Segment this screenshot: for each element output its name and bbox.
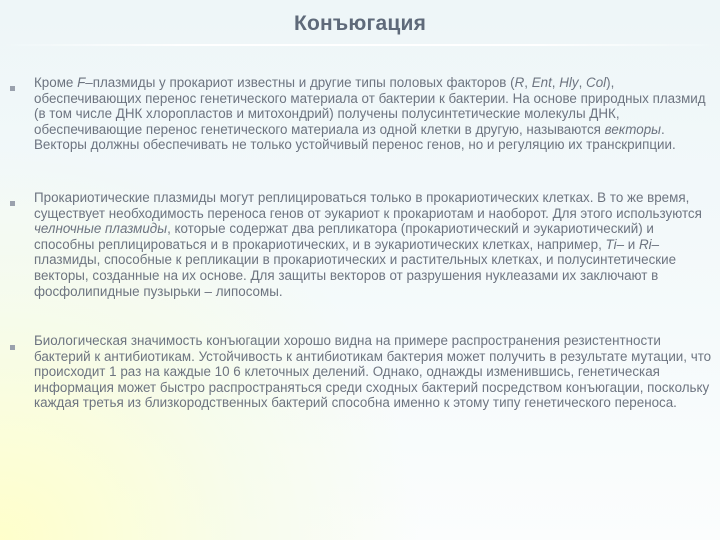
- bullet-text: [34, 333, 712, 411]
- italic-term: R: [514, 75, 525, 90]
- text-run: ,: [578, 75, 587, 90]
- bullet-square-icon: [10, 86, 15, 91]
- text-run: Биологическая значимость конъюгации хорошо видна на примере распространения резистентности бактерий к антибиотикам. Устойчивость к антибиотикам бактерия может получить в результате мутации, что происходит 1 раз на каждые 10 6 клеточных делений. Однако, однажды изменившись, генетическая информация может быстро распространяться среди сходных бактерий посредством конъюгации, поскольку каждая третья из близкородственных бактерий способна именно к этому типу генетического переноса.: [34, 333, 712, 411]
- bullet-square-icon: [10, 201, 15, 206]
- text-run: . Векторы должны обеспечивать не только устойчивый перенос генов, но и регуляцию их транскрипции.: [34, 121, 676, 153]
- italic-term: Col: [586, 75, 607, 90]
- text-run: ,: [551, 75, 560, 90]
- italic-term: Ri: [638, 236, 652, 252]
- text-run: –плазмиды у прокариот известны и другие типы половых факторов (: [85, 75, 515, 90]
- text-run: ), обеспечивающих перенос генетического материала от бактерии к бактерии. На основе природных плазмид (в том числе ДНК хлоропластов и митохондрий) получены полусинтетические молекулы ДНК, обеспечивающие перенос генетического материала из одной клетки в другую, называются: [34, 75, 706, 137]
- text-run: – и: [616, 236, 639, 252]
- italic-term: F: [77, 75, 86, 90]
- italic-term: векторы: [604, 121, 662, 137]
- text-run: Прокариотические плазмиды могут реплицироваться только в прокариотических клетках. В то же время, существует необходимость переноса генов от эукариот к прокариотам и наоборот. Для этого используются: [34, 190, 702, 221]
- italic-term: Ent: [531, 75, 552, 90]
- bullet-text: [34, 75, 712, 153]
- italic-term: Hly: [559, 75, 579, 90]
- text-run: ,: [524, 75, 532, 90]
- italic-term: челночные плазмиды: [34, 221, 168, 237]
- bullet-text: [34, 190, 712, 299]
- text-run: Кроме: [34, 75, 78, 90]
- italic-term: Ti: [605, 236, 617, 252]
- slide-title: Конъюгация: [293, 12, 427, 35]
- text-run: –плазмиды, способные к репликации в прокариотических и растительных клетках, и полусинтетические векторы, созданные на их основе. Для защиты векторов от разрушения нуклеазами их заключают в фосфолипидные пузырьки – липосомы.: [34, 236, 677, 299]
- text-run: , которые содержат два репликатора (прокариотический и эукариотический) и способны реплицироваться и в прокариотических, и в эукариотических клетках, например,: [34, 221, 654, 252]
- bullet-square-icon: [10, 345, 15, 350]
